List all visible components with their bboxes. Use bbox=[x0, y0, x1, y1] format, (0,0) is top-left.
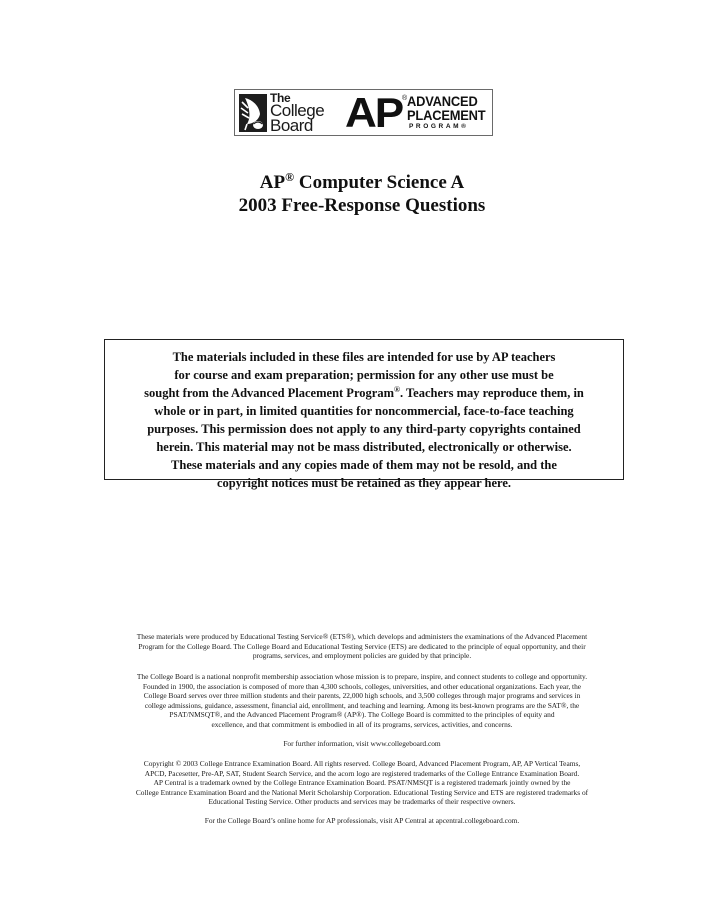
ap-mark: AP bbox=[345, 89, 403, 136]
title-line-1 bbox=[0, 171, 724, 194]
logo-college: College bbox=[270, 101, 325, 120]
notice-text: sought from the Advanced Placement Program bbox=[144, 386, 394, 400]
further-info-line bbox=[100, 739, 624, 749]
notice-line: herein. This material may not be mass distributed, electronically or otherwise. bbox=[156, 440, 572, 454]
advanced-placement-program-wordmark bbox=[407, 94, 492, 131]
title-ap: AP bbox=[259, 172, 286, 193]
title-registered-mark: ® bbox=[285, 170, 295, 184]
fine-line: Copyright © 2003 College Entrance Examination Board. All rights reserved. College Board, Advanced Placement Program, AP, AP Vertical Teams, bbox=[143, 759, 581, 768]
notice-line: whole or in part, in limited quantities for noncommercial, face-to-face teaching bbox=[154, 404, 574, 418]
fine-line: programs, services, and employment policies are guided by that principle. bbox=[252, 651, 472, 661]
fine-line: excellence, and that commitment is embodied in all of its programs, services, activities, and concerns. bbox=[211, 719, 513, 729]
fine-line: College Entrance Examination Board and the National Merit Scholarship Corporation. Educational Testing Service and ETS are registered trademarks of bbox=[135, 787, 589, 797]
notice-text: . Teachers may reproduce them, in bbox=[399, 386, 584, 400]
fine-line: college admissions, guidance, assessment, financial aid, enrollment, and teaching and learning. Among its best-known programs are the SAT®, the bbox=[144, 700, 580, 710]
logo-program: PROGRAM® bbox=[409, 123, 469, 130]
title-line-2: 2003 Free-Response Questions bbox=[238, 195, 486, 216]
fine-line: Founded in 1900, the association is composed of more than 4,300 schools, colleges, universities, and other educational organizations. Each year, the bbox=[142, 681, 582, 691]
notice-line: for course and exam preparation; permission for any other use must be bbox=[174, 368, 554, 382]
ap-central-text: For the College Board’s online home for AP professionals, visit AP Central at apcentral.collegeboard.com. bbox=[204, 816, 520, 825]
further-info-text: For further information, visit www.collegeboard.com bbox=[283, 739, 441, 748]
notice-line: These materials and any copies made of them may not be resold, and the bbox=[171, 458, 557, 472]
college-board-ap-logo bbox=[234, 89, 493, 136]
notice-line: copyright notices must be retained as they appear here. bbox=[216, 476, 512, 490]
logo-the: The bbox=[270, 91, 291, 105]
fine-line: Educational Testing Service. Other products and services may be trademarks of their respective owners. bbox=[208, 797, 516, 807]
usage-notice-box bbox=[104, 339, 624, 490]
acorn-leaf-icon bbox=[239, 94, 267, 132]
document-title bbox=[0, 171, 724, 217]
fine-line: APCD, Pacesetter, Pre-AP, SAT, Student Search Service, and the acorn logo are registered trademarks of the College Entrance Examination Board. bbox=[144, 768, 580, 778]
logo-board: Board bbox=[270, 116, 313, 135]
college-board-paragraph bbox=[100, 672, 624, 730]
notice-line: The materials included in these files are intended for use by AP teachers bbox=[172, 350, 556, 364]
fine-line: Program for the College Board. The College Board and Educational Testing Service (ETS) are dedicated to the principle of equal opportunity, and their bbox=[138, 641, 586, 651]
title-subject: Computer Science A bbox=[294, 172, 465, 193]
ap-registered-mark: ® bbox=[402, 95, 408, 102]
fine-line: College Board serves over three million students and their parents, 22,000 high schools, and 3,500 colleges through major programs and services in bbox=[143, 691, 581, 701]
fine-line: AP Central is a trademark owned by the College Entrance Examination Board. PSAT/NMSQT is a registered trademark jointly owned by the bbox=[153, 778, 571, 788]
logo-advanced: ADVANCED bbox=[407, 93, 478, 109]
notice-registered-mark: ® bbox=[393, 385, 400, 394]
fine-line: PSAT/NMSQT®, and the Advanced Placement Program® (AP®). The College Board is committed to the principles of equity and bbox=[169, 710, 555, 720]
notice-line: purposes. This permission does not apply to any third-party copyrights contained bbox=[147, 422, 581, 436]
copyright-paragraph bbox=[100, 759, 624, 807]
fine-line: The College Board is a national nonprofit membership association whose mission is to prepare, inspire, and connect students to college and opportunity. bbox=[136, 672, 588, 681]
fine-line: These materials were produced by Educational Testing Service® (ETS®), which develops and administers the examinations of the Advanced Placement bbox=[136, 632, 588, 641]
ap-central-line bbox=[100, 816, 624, 826]
notice-line bbox=[105, 384, 623, 402]
logo-placement: PLACEMENT bbox=[407, 107, 486, 123]
college-board-wordmark bbox=[270, 92, 324, 133]
ets-paragraph bbox=[100, 632, 624, 661]
